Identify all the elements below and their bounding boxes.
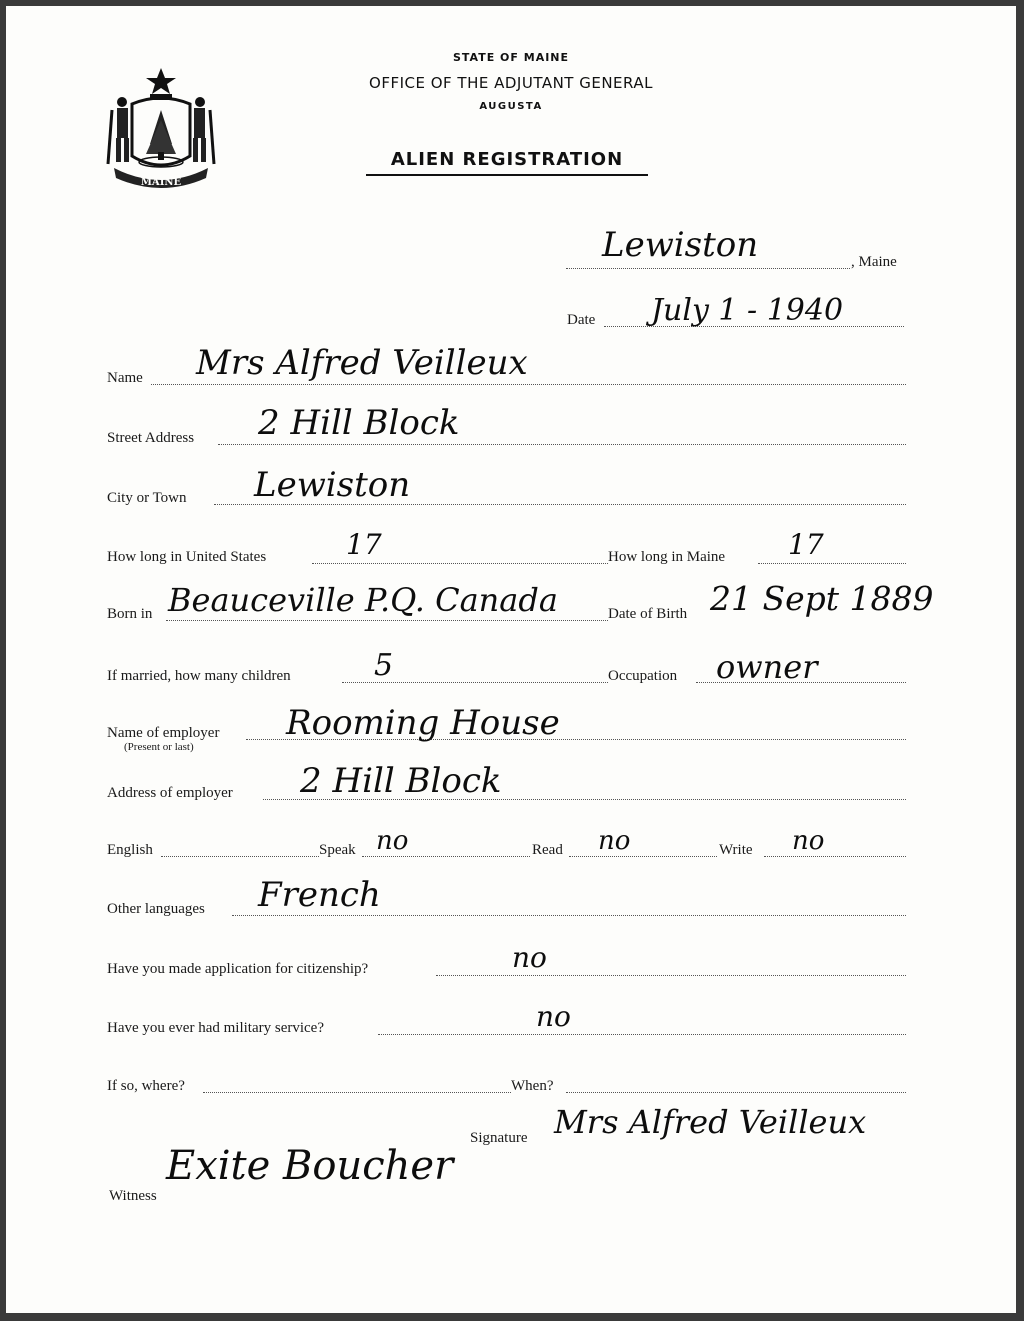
form-title: ALIEN REGISTRATION — [366, 149, 648, 176]
signature-label: Signature — [470, 1130, 528, 1146]
employer-sublabel: (Present or last) — [124, 741, 194, 753]
read-value: no — [598, 826, 631, 856]
city-value: Lewiston — [254, 465, 411, 505]
children-label: If married, how many children — [107, 668, 291, 684]
date-value: July 1 - 1940 — [651, 293, 844, 328]
svg-text:MAINE: MAINE — [140, 177, 182, 188]
office-heading: OFFICE OF THE ADJUTANT GENERAL — [369, 74, 653, 92]
write-line — [764, 856, 906, 857]
other-languages-value: French — [258, 875, 381, 915]
place-line — [566, 268, 850, 269]
signature-value: Mrs Alfred Veilleux — [554, 1103, 867, 1141]
time-maine-label: How long in Maine — [608, 549, 726, 565]
read-line — [569, 856, 717, 857]
speak-label: Speak — [319, 842, 356, 858]
born-label: Born in — [107, 606, 153, 622]
witness-label: Witness — [109, 1188, 157, 1204]
time-us-label: How long in United States — [107, 549, 267, 565]
time-maine-line — [758, 563, 906, 564]
witness-value: Exite Boucher — [166, 1143, 454, 1189]
employer-address-value: 2 Hill Block — [300, 761, 502, 801]
children-value: 5 — [374, 648, 394, 683]
citizenship-line — [436, 975, 906, 976]
speak-value: no — [376, 826, 409, 856]
military-value: no — [536, 1000, 571, 1033]
street-line — [218, 444, 906, 445]
read-label: Read — [532, 842, 563, 858]
place-suffix: , Maine — [851, 254, 897, 270]
street-value: 2 Hill Block — [258, 403, 460, 443]
city-heading: AUGUSTA — [479, 101, 543, 112]
military-line — [378, 1034, 906, 1035]
occupation-label: Occupation — [608, 668, 678, 684]
time-us-value: 17 — [346, 528, 382, 561]
place-value: Lewiston — [602, 225, 759, 265]
other-languages-line — [232, 915, 906, 916]
other-languages-label: Other languages — [107, 901, 205, 917]
employer-value: Rooming House — [286, 703, 560, 743]
english-label: English — [107, 842, 153, 858]
where-label: If so, where? — [107, 1078, 185, 1094]
state-heading: STATE OF MAINE — [452, 51, 570, 64]
registration-form — [6, 6, 1016, 1313]
when-label: When? — [511, 1078, 554, 1094]
citizenship-label: Have you made application for citizenship? — [107, 961, 369, 977]
name-label: Name — [107, 370, 143, 386]
speak-line — [362, 856, 530, 857]
time-us-line — [312, 563, 608, 564]
street-label: Street Address — [107, 430, 195, 446]
where-line — [203, 1092, 511, 1093]
english-line — [161, 856, 319, 857]
city-label: City or Town — [107, 490, 187, 506]
write-value: no — [792, 826, 825, 856]
when-line — [566, 1092, 906, 1093]
birth-label: Date of Birth — [608, 606, 688, 622]
write-label: Write — [719, 842, 753, 858]
date-label: Date — [567, 312, 596, 328]
time-maine-value: 17 — [788, 528, 824, 561]
military-label: Have you ever had military service? — [107, 1020, 324, 1036]
name-value: Mrs Alfred Veilleux — [196, 343, 528, 383]
birth-value: 21 Sept 1889 — [710, 579, 934, 618]
employer-label: Name of employer — [107, 725, 220, 741]
citizenship-value: no — [512, 941, 547, 974]
name-line — [151, 384, 906, 385]
occupation-value: owner — [716, 648, 818, 686]
born-line — [166, 620, 608, 621]
born-value: Beauceville P.Q. Canada — [168, 581, 558, 619]
employer-address-label: Address of employer — [107, 785, 233, 801]
